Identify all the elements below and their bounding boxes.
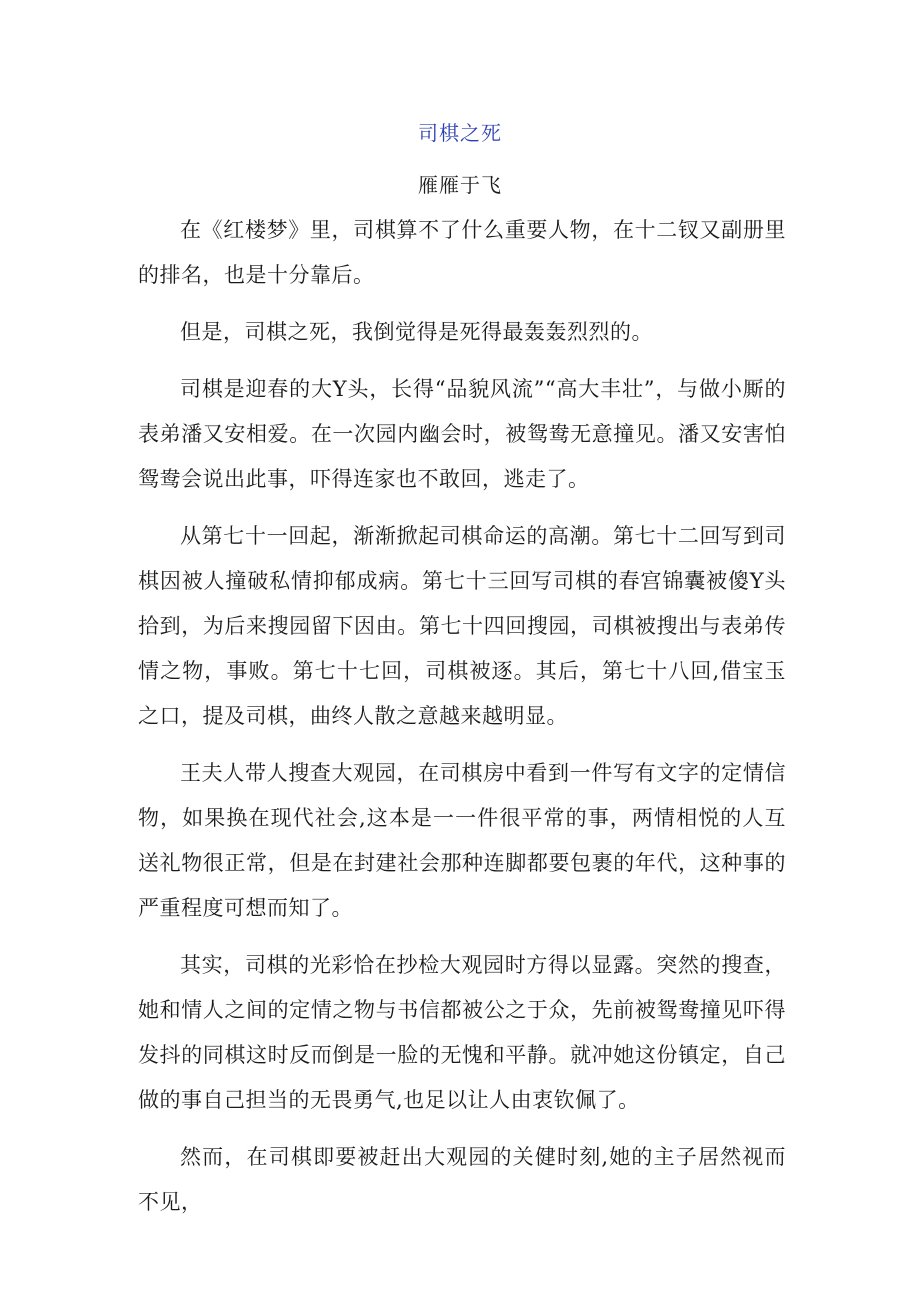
paragraph-7: 然而，在司棋即要被赶出大观园的关健时刻,她的主子居然视而不见， (138, 1145, 786, 1214)
paragraph-1: 在《红楼梦》里，司棋算不了什么重要人物，在十二钗又副册里的排名，也是十分靠后。 (138, 218, 786, 287)
article-title: 司棋之死 (418, 121, 502, 145)
paragraph-6: 其实，司棋的光彩恰在抄检大观园时方得以显露。突然的搜查，她和情人之间的定情之物与书信都被公之于众，先前被鸳鸯撞见吓得发抖的同棋这时反而倒是一脸的无愧和平静。就冲她这份镇定，自己做的事自己担当的无畏勇气,也足以让人由衷钦佩了。 (138, 953, 786, 1112)
paragraph-2: 但是，司棋之死，我倒觉得是死得最轰轰烈烈的。 (180, 320, 653, 344)
paragraph-3: 司棋是迎春的大Y头，长得“品貌风流”“高大丰壮”，与做小厮的表弟潘又安相爱。在一次园内幽会时，被鸳鸯无意撞见。潘又安害怕鸳鸯会说出此事，吓得连家也不敢回，逃走了。 (138, 377, 786, 491)
paragraph-4: 从第七十一回起，渐渐掀起司棋命运的高潮。第七十二回写到司棋因被人撞破私情抑郁成病。第七十三回写司棋的春宫锦囊被傻Y头拾到，为后来搜园留下因由。第七十四回搜园，司棋被搜出与表弟传情之物，事败。第七十七回，司棋被逐。其后，第七十八回,借宝玉之口，提及司棋，曲终人散之意越来越明显。 (138, 524, 786, 728)
article-body (138, 208, 786, 1237)
paragraph-5: 王夫人带人搜查大观园，在司棋房中看到一件写有文字的定情信物，如果换在现代社会,这本是一一件很平常的事，两情相悦的人互送礼物很正常，但是在封建社会那种连脚都要包裹的年代，这种事的严重程度可想而知了。 (138, 761, 786, 920)
article-author: 雁雁于飞 (418, 173, 502, 197)
